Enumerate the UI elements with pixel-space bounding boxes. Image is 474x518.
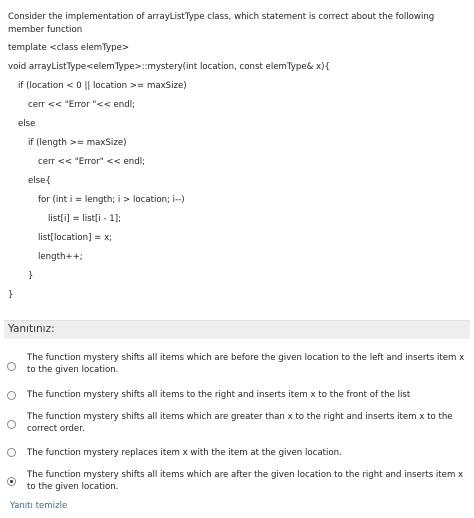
radio-button-selected[interactable] <box>7 477 16 486</box>
radio-button[interactable] <box>7 420 16 429</box>
code-line: length++; <box>38 252 83 262</box>
code-line: if (location < 0 || location >= maxSize) <box>18 81 187 91</box>
option-label[interactable]: The function mystery shifts all items which are before the given location to the left and inserts item x to the given location. <box>27 353 465 375</box>
option-label[interactable]: The function mystery shifts all items which are after the given location to the right and inserts item x to the given location. <box>27 470 464 492</box>
radio-button[interactable] <box>7 448 16 457</box>
code-line: template <class elemType> <box>8 43 130 53</box>
code-line: } <box>28 271 34 281</box>
option-label[interactable]: The function mystery shifts all items which are greater than x to the right and inserts item x to the correct order. <box>27 412 453 434</box>
radio-button[interactable] <box>7 391 16 400</box>
answer-header-label: Yanıtınız: <box>8 323 55 335</box>
code-line: cerr << "Error" << endl; <box>38 157 145 167</box>
clear-answer-link[interactable]: Yanıtı temizle <box>10 501 68 511</box>
code-line: list[i] = list[i - 1]; <box>48 214 122 224</box>
option-label[interactable]: The function mystery shifts all items to the right and inserts item x to the front of the list <box>27 390 411 400</box>
code-line: cerr << "Error "<< endl; <box>28 100 135 110</box>
option-label[interactable]: The function mystery replaces item x with the item at the given location. <box>27 448 342 458</box>
code-line: if (length >= maxSize) <box>28 138 127 148</box>
answer-header <box>4 320 470 339</box>
question-text: Consider the implementation of arrayListType class, which statement is correct about the following member function <box>8 12 435 35</box>
code-line: list[location] = x; <box>38 233 113 243</box>
code-line: else{ <box>28 176 51 186</box>
code-line: void arrayListType<elemType>::mystery(int location, const elemType& x){ <box>8 62 330 72</box>
radio-button[interactable] <box>7 362 16 371</box>
code-line: } <box>8 290 14 300</box>
code-line: else <box>18 119 36 129</box>
code-line: for (int i = length; i > location; i--) <box>38 195 185 205</box>
